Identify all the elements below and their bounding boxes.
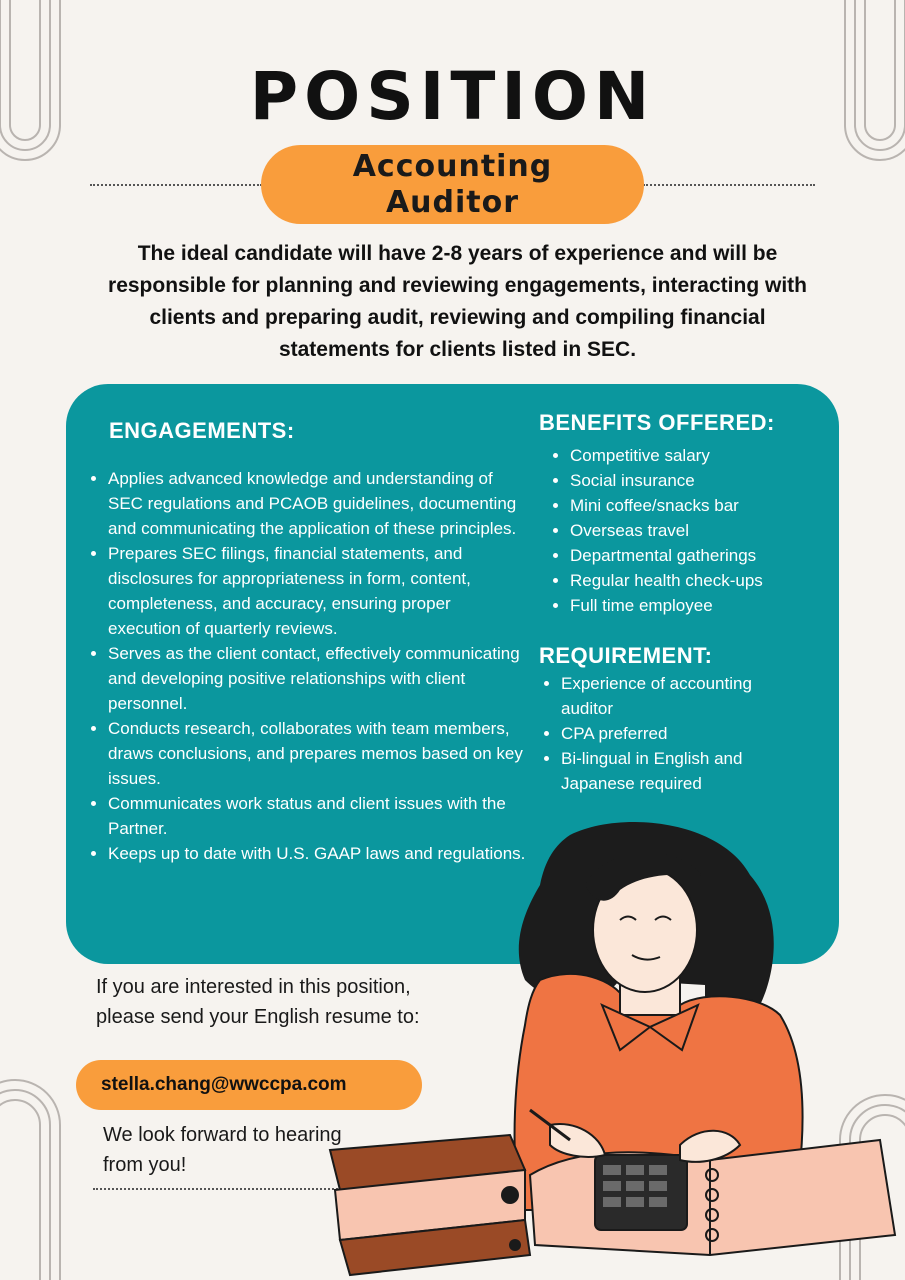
list-item: • Keeps up to date with U.S. GAAP laws and regulations. [108, 841, 528, 866]
requirement-heading: REQUIREMENT: [539, 643, 713, 668]
page-title: POSITION [249, 58, 656, 135]
contact-instructions: If you are interested in this position, please send your English resume to: [96, 976, 420, 1028]
role-badge [261, 145, 644, 224]
list-item: • Conducts research, collaborates with team members, draws conclusions, and prepares memos based on key issues. [108, 716, 528, 791]
list-item: • Prepares SEC filings, financial statements, and disclosures for appropriateness in form, content, completeness, and accuracy, ensuring proper execution of quarterly reviews. [108, 541, 528, 641]
engagements-heading: ENGAGEMENTS: [109, 418, 295, 443]
accountant-illustration [320, 815, 905, 1280]
list-item: • Competitive salary [570, 443, 840, 468]
engagements-list [88, 466, 528, 866]
divider-left [90, 184, 262, 186]
list-item: • CPA preferred [561, 721, 801, 746]
list-item: • Overseas travel [570, 518, 840, 543]
list-item: • Communicates work status and client issues with the Partner. [108, 791, 528, 841]
benefits-list [550, 443, 840, 618]
divider-right [643, 184, 815, 186]
list-item: • Mini coffee/snacks bar [570, 493, 840, 518]
list-item: • Departmental gatherings [570, 543, 840, 568]
list-item: • Applies advanced knowledge and understanding of SEC regulations and PCAOB guidelines, documenting and communicating the application of these principles. [108, 466, 528, 541]
list-item: • Experience of accounting auditor [561, 671, 801, 721]
list-item: • Full time employee [570, 593, 840, 618]
benefits-heading: BENEFITS OFFERED: [539, 410, 775, 435]
requirement-list [541, 671, 801, 796]
closing-message: We look forward to hearing from you! [103, 1124, 342, 1176]
role-title: Accounting Auditor [352, 148, 553, 220]
binders-icon [330, 1135, 530, 1275]
list-item: • Serves as the client contact, effectively communicating and developing positive relationships with client personnel. [108, 641, 528, 716]
email-link[interactable]: stella.chang@wwccpa.com [101, 1074, 347, 1095]
intro-paragraph: The ideal candidate will have 2-8 years of experience and will be responsible for planning and reviewing engagements, interacting with clients and preparing audit, reviewing and compiling financial statements for clients listed in SEC. [108, 242, 807, 361]
list-item: • Regular health check-ups [570, 568, 840, 593]
list-item: • Social insurance [570, 468, 840, 493]
list-item: • Bi-lingual in English and Japanese required [561, 746, 801, 796]
arch-decoration-bottom-left [0, 1075, 80, 1280]
